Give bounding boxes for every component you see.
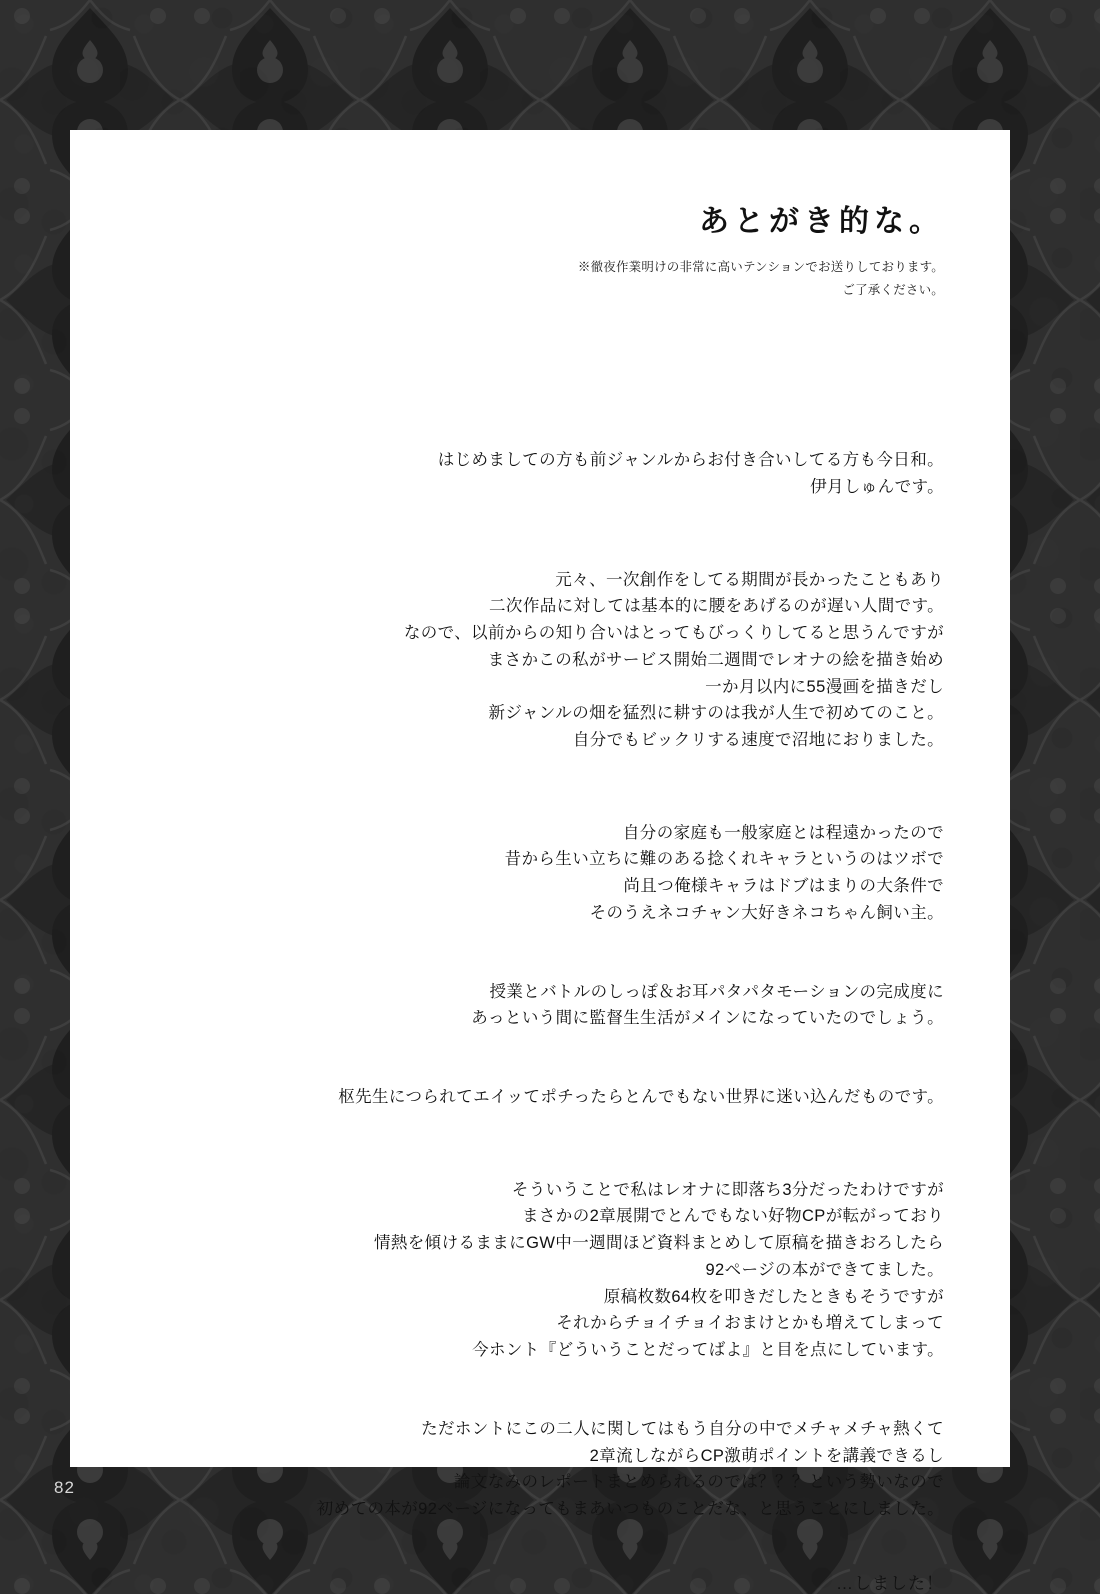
paragraph-block	[136, 1084, 944, 1111]
paragraph-line: まさかこの私がサービス開始二週間でレオナの絵を描き始め	[487, 650, 944, 669]
page-number: 82	[54, 1478, 75, 1497]
notice-text	[136, 256, 944, 302]
paragraph-line: まさかの2章展開でとんでもない好物CPが転がっており	[522, 1207, 944, 1226]
paragraph-line: 論文なみのレポートまとめられるのでは？？？という勢いなので	[453, 1473, 944, 1492]
paragraph-line: それからチョイチョイおまけとかも増えてしまって	[556, 1314, 944, 1333]
paragraph-line: 二次作品に対しては基本的に腰をあげるのが遅い人間です。	[489, 597, 944, 616]
content-sheet	[70, 130, 1010, 1593]
paragraph-line: ただホントにこの二人に関してはもう自分の中でメチャメチャ熱くて	[421, 1419, 944, 1438]
notice-line-2: ご了承ください。	[842, 283, 944, 298]
paragraph-line: 原稿枚数64枚を叩きだしたときもそうですが	[603, 1287, 944, 1306]
page-title: あとがき的な。	[699, 205, 944, 238]
paragraph-line: なので、以前からの知り合いはとってもびっくりしてると思うんですが	[403, 624, 944, 643]
paragraph-line: 元々、一次創作をしてる期間が長かったこともあり	[555, 570, 944, 589]
paragraph-line: 伊月しゅんです。	[810, 477, 944, 496]
paragraph-line: 2章流しながらCP激萌ポイントを講義できるし	[589, 1446, 944, 1465]
paragraph-line: 枢先生につられてエイッてポチったらとんでもない世界に迷い込んだものです。	[338, 1088, 944, 1107]
paragraph-line: そういうことで私はレオナに即落ち3分だったわけですが	[511, 1180, 944, 1199]
paragraph-line: 92ページの本ができてました。	[705, 1260, 944, 1279]
paragraph-line: 一か月以内に55漫画を描きだし	[705, 677, 944, 696]
paragraph-line: 昔から生い立ちに難のある捻くれキャラというのはツボで	[504, 850, 944, 869]
paragraph-line: 自分でもビックリする速度で沼地におりました。	[572, 731, 944, 749]
paragraph-line: 新ジャンルの畑を猛烈に耕すのは我が人生で初めてのこと。	[488, 704, 944, 723]
paragraph-line: 初めての本が92ページになってもまあいつものことだな、と思うことにしました。	[316, 1499, 944, 1518]
paragraph-line: 授業とバトルのしっぽ＆お耳パタパタモーションの完成度に	[489, 982, 944, 1001]
paragraph-block	[136, 567, 944, 754]
paragraph-line: あっという間に監督生生活がメインになっていたのでしょう。	[471, 1009, 944, 1028]
paragraph-line: 情熱を傾けるままにGW中一週間ほど資料まとめして原稿を描きおろしたら	[373, 1234, 944, 1253]
paragraph-line: 自分の家庭も一般家庭とは程遠かったので	[622, 823, 944, 842]
paragraph-block	[136, 1416, 944, 1523]
paragraph-block	[136, 447, 944, 500]
paragraph-line: 尚且つ俺様キャラはドブはまりの大条件で	[623, 877, 944, 896]
paragraph-line: そのうえネコチャン大好きネコちゃん飼い主。	[589, 903, 944, 922]
paragraph-block	[136, 820, 944, 927]
afterword-body	[136, 447, 944, 1593]
paragraph-block	[136, 1177, 944, 1364]
notice-line-1: ※徹夜作業明けの非常に高いテンションでお送りしております。	[577, 260, 944, 274]
paragraph-block	[136, 979, 944, 1032]
closing-line: …しました！	[836, 1573, 944, 1593]
paragraph-line: はじめましての方も前ジャンルからお付き合いしてる方も今日和。	[437, 451, 944, 470]
paragraph-line: 今ホント『どういうことだってばよ』と目を点にしています。	[472, 1341, 944, 1360]
